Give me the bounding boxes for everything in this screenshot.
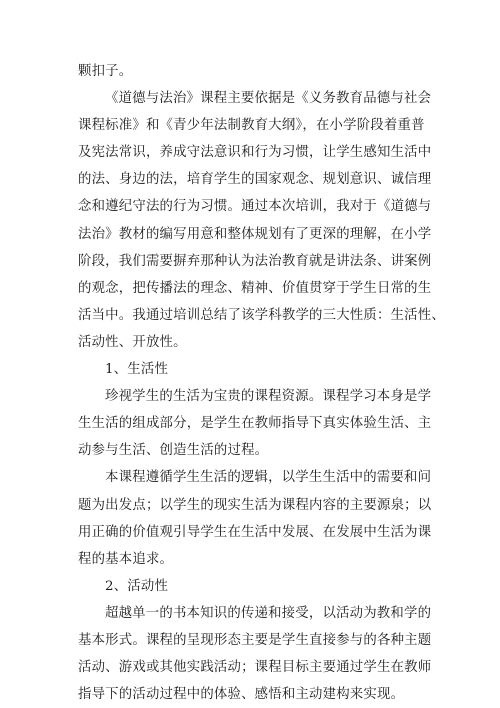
text-line: 用正确的价值观引导学生在生活中发展、在发展中生活为课: [78, 524, 432, 540]
text-line: 珍视学生的生活为宝贵的课程资源。课程学习本身是学: [105, 389, 432, 405]
section-heading-2: 2、活动性: [105, 578, 169, 594]
text-line: 阶段，我们需要摒弃那种认为法治教育就是讲法条、讲案例: [78, 253, 432, 269]
text-line: 本课程遵循学生生活的逻辑，以学生生活中的需要和问: [105, 470, 432, 486]
text-line: 的法、身边的法，培育学生的国家观念、规划意识、诚信理: [78, 172, 432, 188]
text-line: 活动、游戏或其他实践活动；课程目标主要通过学生在教师: [78, 660, 432, 676]
text-line: 活动性、开放性。: [78, 334, 187, 350]
text-line: 指导下的活动过程中的体验、感悟和主动建构来实现。: [78, 687, 405, 703]
text-line: 生生活的组成部分，是学生在教师指导下真实体验生活、主: [78, 416, 432, 432]
text-line: 程的基本追求。: [78, 551, 174, 567]
text-line: 《道德与法治》课程主要依据是《义务教育品德与社会: [105, 91, 432, 107]
text-line: 题为出发点；以学生的现实生活为课程内容的主要源泉；以: [78, 497, 432, 513]
text-line: 课程标准》和《青少年法制教育大纲》，在小学阶段着重普: [78, 118, 425, 134]
text-line: 颗扣子。: [78, 64, 133, 79]
text-line: 念和遵纪守法的行为习惯。通过本次培训，我对于《道德与: [78, 199, 432, 215]
text-line: 超越单一的书本知识的传递和接受，以活动为教和学的: [105, 605, 432, 621]
text-line: 活当中。我通过培训总结了该学科教学的三大性质：生活性、: [78, 307, 445, 323]
document-body: [78, 58, 445, 708]
text-line: 及宪法常识，养成守法意识和行为习惯，让学生感知生活中: [78, 145, 432, 161]
text-line: 的观念，把传播法的理念、精神、价值贯穿于学生日常的生: [78, 280, 432, 296]
text-line: 基本形式。课程的呈现形态主要是学生直接参与的各种主题: [78, 632, 432, 648]
section-heading-1: 1、生活性: [105, 362, 169, 378]
text-line: 动参与生活、创造生活的过程。: [78, 443, 269, 459]
text-line: 法治》教材的编写用意和整体规划有了更深的理解，在小学: [78, 226, 432, 242]
